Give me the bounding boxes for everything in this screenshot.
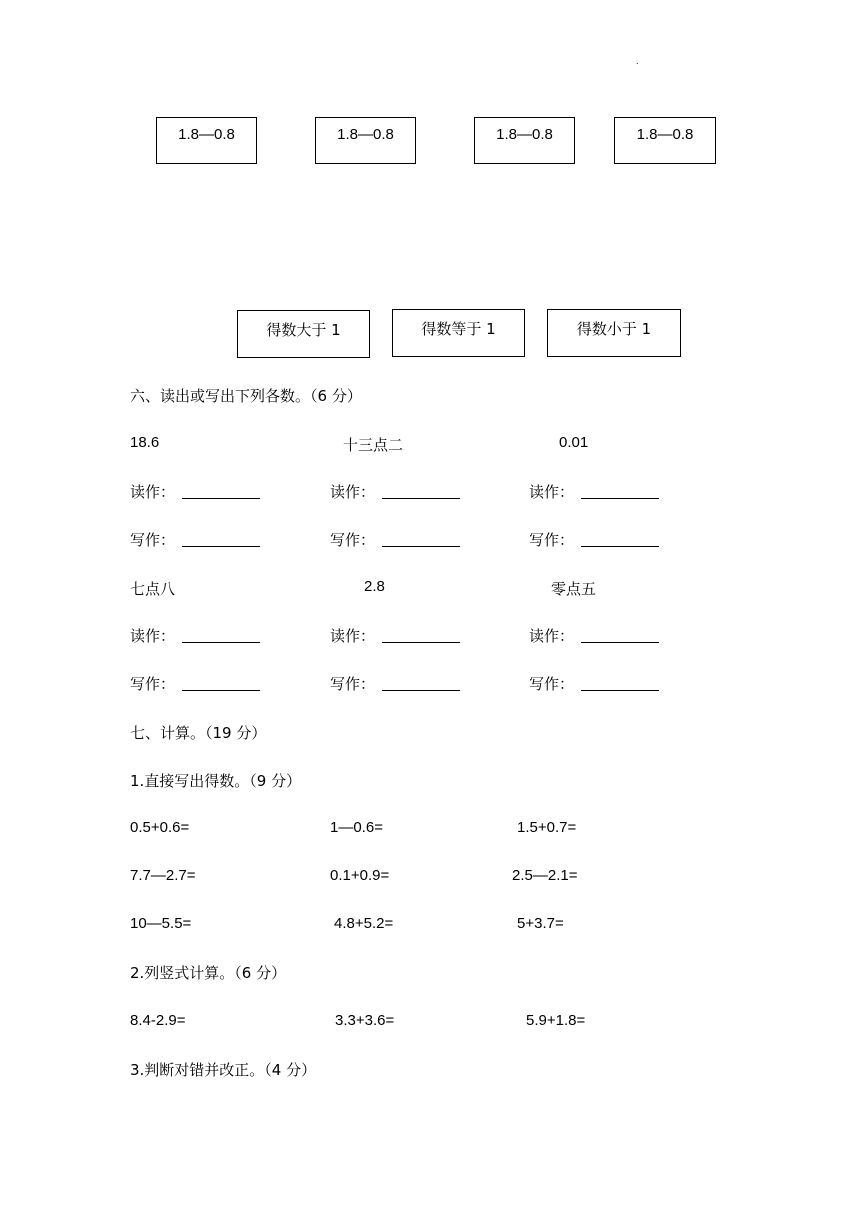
answer-blank[interactable]	[382, 498, 460, 499]
number-item: 18.6	[130, 434, 160, 451]
expression-box-3: 1.8—0.8	[474, 117, 575, 164]
result-box-equal: 得数等于 1	[392, 309, 525, 357]
answer-blank[interactable]	[182, 690, 260, 691]
result-box-less: 得数小于 1	[547, 309, 681, 357]
calc-item: 4.8+5.2=	[334, 915, 394, 932]
answer-blank[interactable]	[581, 546, 659, 547]
calc-item: 8.4-2.9=	[130, 1012, 186, 1029]
answer-blank[interactable]	[581, 498, 659, 499]
number-item: 0.01	[559, 434, 589, 451]
read-label: 读作：	[330, 483, 376, 501]
calc-item: 0.5+0.6=	[130, 819, 190, 836]
write-label: 写作：	[330, 675, 376, 693]
calc-item: 3.3+3.6=	[335, 1012, 395, 1029]
read-label: 读作：	[130, 483, 176, 501]
read-label: 读作：	[130, 627, 176, 645]
expression-box-1: 1.8—0.8	[156, 117, 257, 164]
section-7-title: 七、计算。（19 分）	[130, 724, 267, 742]
part-2-title: 2.列竖式计算。（6 分）	[130, 964, 287, 982]
calc-item: 10—5.5=	[130, 915, 192, 932]
write-label: 写作：	[330, 531, 376, 549]
read-label: 读作：	[529, 483, 575, 501]
answer-blank[interactable]	[581, 690, 659, 691]
calc-item: 7.7—2.7=	[130, 867, 196, 884]
top-dot-mark: .	[636, 56, 639, 66]
part-3-title: 3.判断对错并改正。（4 分）	[130, 1061, 317, 1079]
expression-box-2: 1.8—0.8	[315, 117, 416, 164]
number-item: 2.8	[364, 578, 385, 595]
answer-blank[interactable]	[581, 642, 659, 643]
write-label: 写作：	[529, 675, 575, 693]
number-item: 七点八	[130, 580, 176, 598]
write-label: 写作：	[529, 531, 575, 549]
part-1-title: 1.直接写出得数。（9 分）	[130, 772, 302, 790]
answer-blank[interactable]	[382, 546, 460, 547]
calc-item: 1.5+0.7=	[517, 819, 577, 836]
read-label: 读作：	[330, 627, 376, 645]
answer-blank[interactable]	[182, 498, 260, 499]
number-item: 零点五	[551, 580, 597, 598]
expression-box-4: 1.8—0.8	[614, 117, 716, 164]
calc-item: 2.5—2.1=	[512, 867, 578, 884]
number-item: 十三点二	[343, 436, 404, 454]
answer-blank[interactable]	[382, 642, 460, 643]
calc-item: 0.1+0.9=	[330, 867, 390, 884]
answer-blank[interactable]	[182, 546, 260, 547]
write-label: 写作：	[130, 675, 176, 693]
write-label: 写作：	[130, 531, 176, 549]
calc-item: 1—0.6=	[330, 819, 383, 836]
read-label: 读作：	[529, 627, 575, 645]
calc-item: 5.9+1.8=	[526, 1012, 586, 1029]
calc-item: 5+3.7=	[517, 915, 564, 932]
answer-blank[interactable]	[382, 690, 460, 691]
answer-blank[interactable]	[182, 642, 260, 643]
result-box-greater: 得数大于 1	[237, 310, 370, 358]
section-6-title: 六、读出或写出下列各数。（6 分）	[130, 387, 362, 405]
